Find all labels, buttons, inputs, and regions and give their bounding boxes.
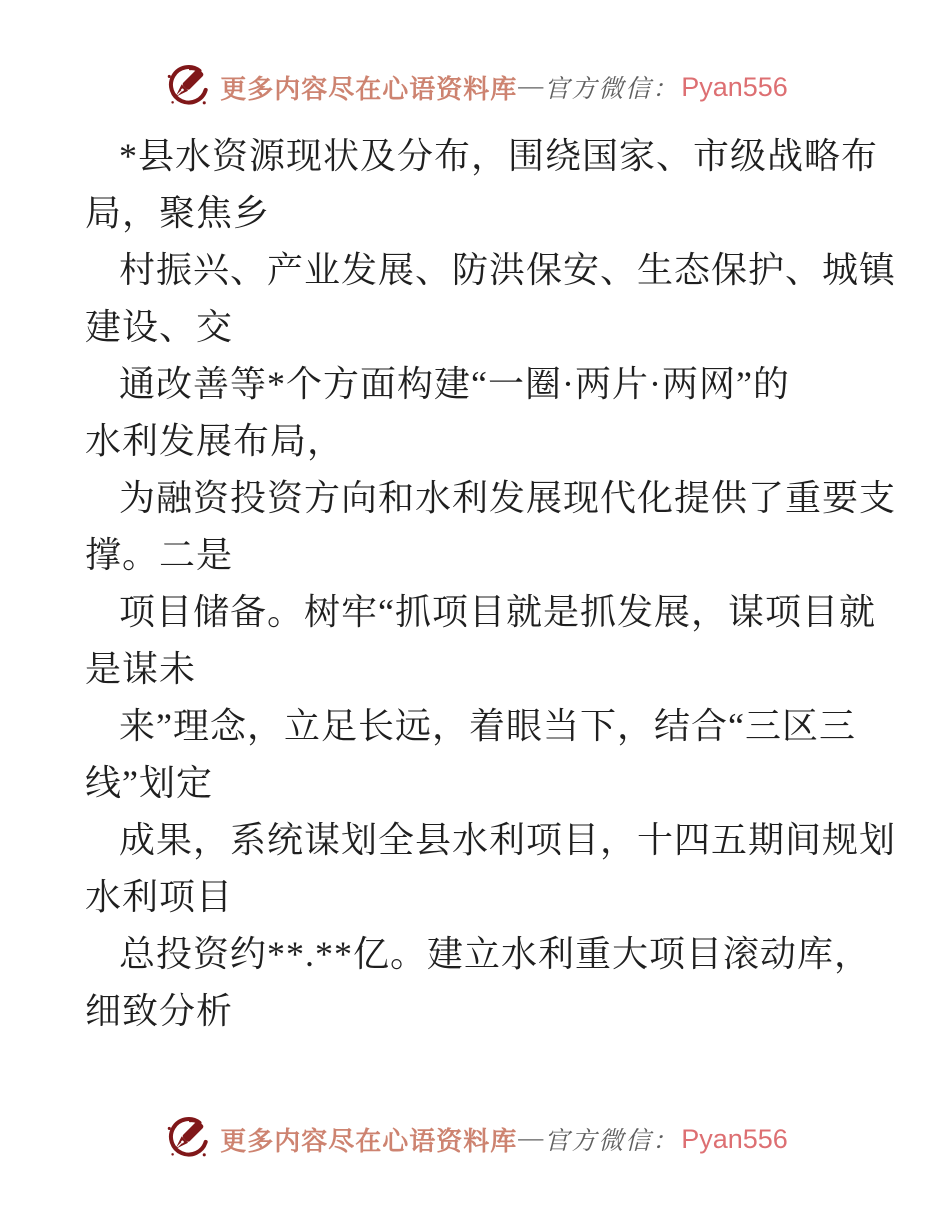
document-text [85, 128, 897, 1040]
text-line: 来”理念，立足长远，着眼当下，结合“三区三 [119, 706, 856, 746]
text-line: 成果，系统谋划全县水利项目，十四五期间规划 [119, 820, 897, 860]
text-line: 局，聚焦乡 [85, 193, 271, 233]
header-watermark [0, 62, 950, 112]
text-line: 撑。二是 [85, 535, 234, 575]
pen-circle-logo-icon [162, 1116, 212, 1162]
text-line: *县水资源现状及分布，围绕国家、市级战略布 [119, 136, 879, 176]
text-line: 线”划定 [85, 763, 213, 803]
footer-watermark [0, 1114, 950, 1164]
text-line: 总投资约**.**亿。建立水利重大项目滚动库， [119, 934, 872, 974]
wechat-id: Pyan556 [681, 1123, 788, 1154]
text-line: 村振兴、产业发展、防洪保安、生态保护、城镇 [119, 250, 897, 290]
text-line: 水利发展布局， [85, 421, 345, 461]
text-line: 项目储备。树牢“抓项目就是抓发展，谋项目就 [119, 592, 876, 632]
watermark-dash: — [518, 73, 544, 100]
wechat-id: Pyan556 [681, 71, 788, 102]
text-line: 为融资投资方向和水利发展现代化提供了重要支 [119, 478, 897, 518]
watermark-brand-text: 更多内容尽在心语资料库 [220, 1126, 518, 1156]
text-line: 建设、交 [85, 307, 234, 347]
text-line: 水利项目 [85, 877, 234, 917]
watermark-brand-text: 更多内容尽在心语资料库 [220, 74, 518, 104]
watermark-label: 官方微信： [544, 76, 680, 103]
watermark-dash: — [518, 1125, 544, 1152]
text-line: 细致分析 [85, 991, 234, 1031]
watermark-label: 官方微信： [544, 1128, 680, 1155]
text-line: 是谋未 [85, 649, 197, 689]
pen-circle-logo-icon [162, 64, 212, 110]
text-line: 通改善等*个方面构建“一圈·两片·两网”的 [119, 364, 790, 404]
